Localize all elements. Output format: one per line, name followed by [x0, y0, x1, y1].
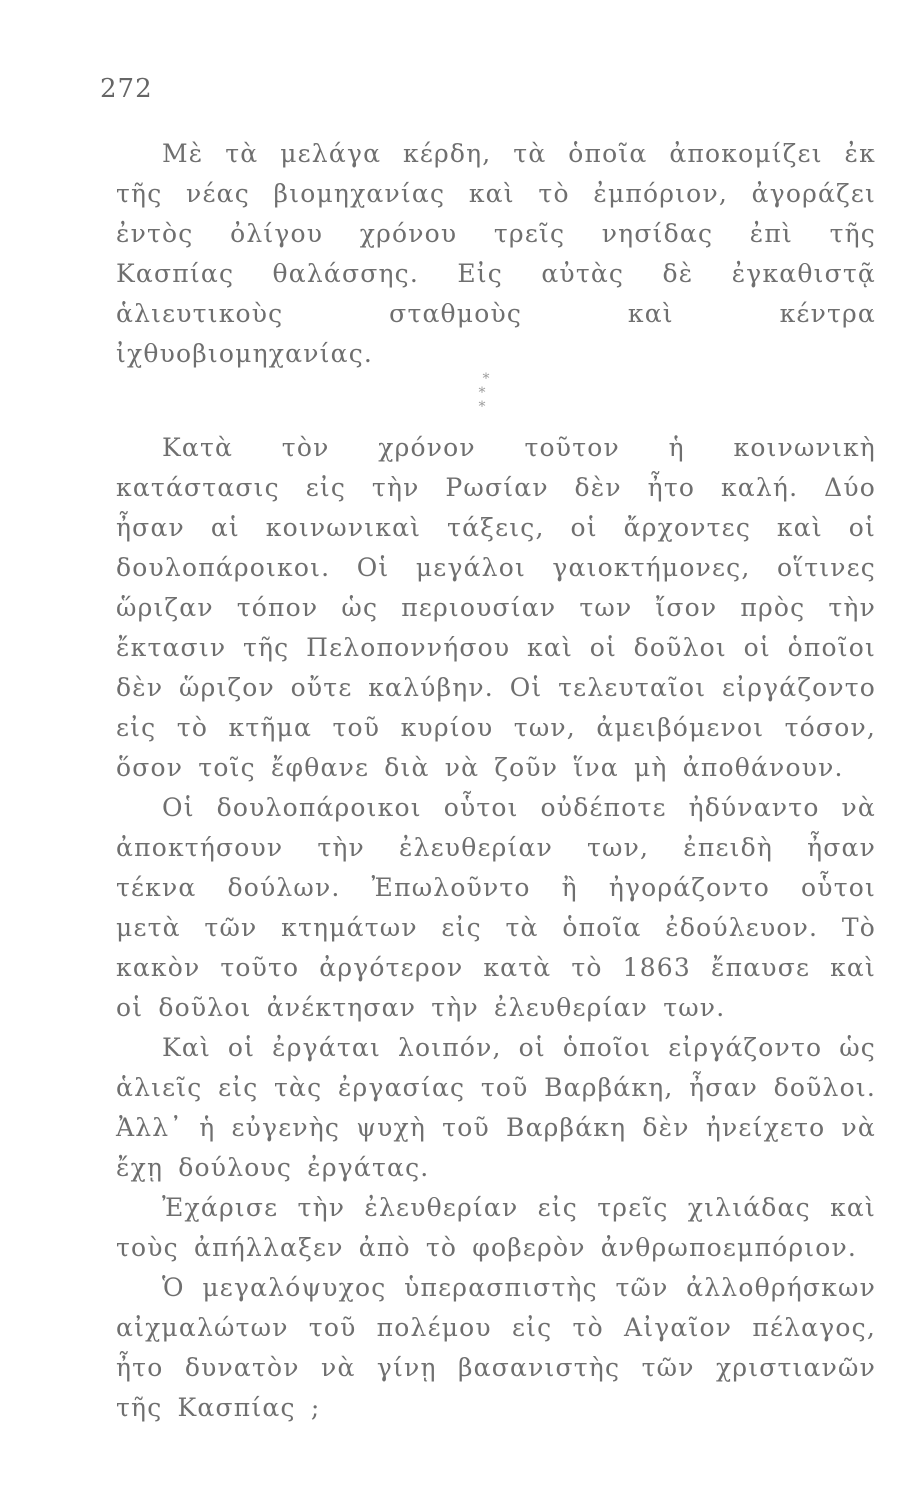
- paragraph-6: Ὁ μεγαλόψυχος ὑπερασπιστὴς τῶν ἀλλοθρήσκων αἰχμαλώτων τοῦ πολέμου εἰς τὸ Αἰγαῖον πέλαγος, ἦτο δυνατὸν νὰ γίνῃ βασανιστὴς τῶν χριστιανῶν τῆς Κασπίας ;: [116, 1273, 876, 1422]
- page-number: 272: [100, 74, 153, 104]
- text-section-2: [116, 428, 876, 1428]
- separator-star-row: * *: [478, 385, 494, 415]
- section-separator: [466, 371, 506, 415]
- paragraph-2: Κατὰ τὸν χρόνον τοῦτον ἡ κοινωνικὴ κατάστασις εἰς τὴν Ρωσίαν δὲν ἦτο καλή. Δύο ἦσαν αἱ κοινωνικαὶ τάξεις, οἱ ἄρχοντες καὶ οἱ δουλοπάροικοι. Οἱ μεγάλοι γαιοκτήμονες, οἵτινες ὥριζαν τόπον ὡς περιουσίαν των ἴσον πρὸς τὴν ἔκτασιν τῆς Πελοποννήσου καὶ οἱ δοῦλοι οἱ ὁποῖοι δὲν ὥριζον οὔτε καλύβην. Οἱ τελευταῖοι εἰργάζοντο εἰς τὸ κτῆμα τοῦ κυρίου των, ἀμειβόμενοι τόσον, ὅσον τοῖς ἔφθανε διὰ νὰ ζοῦν ἵνα μὴ ἀποθάνουν.: [116, 433, 876, 782]
- separator-star-top: *: [482, 371, 490, 387]
- paragraph-1: Μὲ τὰ μελάγα κέρδη, τὰ ὁποῖα ἀποκομίζει ἐκ τῆς νέας βιομηχανίας καὶ τὸ ἐμπόριον, ἀγοράζει ἐντὸς ὀλίγου χρόνου τρεῖς νησίδας ἐπὶ τῆς Κασπίας θαλάσσης. Εἰς αὐτὰς δὲ ἐγκαθιστᾷ ἁλιευτικοὺς σταθμοὺς καὶ κέντρα ἰχθυοβιομηχανίας.: [116, 139, 876, 368]
- paragraph-3: Οἱ δουλοπάροικοι οὗτοι οὐδέποτε ἠδύναντο νὰ ἀποκτήσουν τὴν ἐλευθερίαν των, ἐπειδὴ ἦσαν τέκνα δούλων. Ἐπωλοῦντο ἢ ἠγοράζοντο οὗτοι μετὰ τῶν κτημάτων εἰς τὰ ὁποῖα ἐδούλευον. Τὸ κακὸν τοῦτο ἀργότερον κατὰ τὸ 1863 ἔπαυσε καὶ οἱ δοῦλοι ἀνέκτησαν τὴν ἐλευθερίαν των.: [116, 793, 876, 1022]
- paragraph-4: Καὶ οἱ ἐργάται λοιπόν, οἱ ὁποῖοι εἰργάζοντο ὡς ἁλιεῖς εἰς τὰς ἐργασίας τοῦ Βαρβάκη, ἦσαν δοῦλοι. Ἀλλ᾽ ἡ εὐγενὴς ψυχὴ τοῦ Βαρβάκη δὲν ἠνείχετο νὰ ἔχῃ δούλους ἐργάτας.: [116, 1033, 876, 1182]
- paragraph-5: Ἐχάρισε τὴν ἐλευθερίαν εἰς τρεῖς χιλιάδας καὶ τοὺς ἀπήλλαξεν ἀπὸ τὸ φοβερὸν ἀνθρωποεμπόριον.: [116, 1193, 876, 1262]
- text-section-1: [116, 134, 876, 374]
